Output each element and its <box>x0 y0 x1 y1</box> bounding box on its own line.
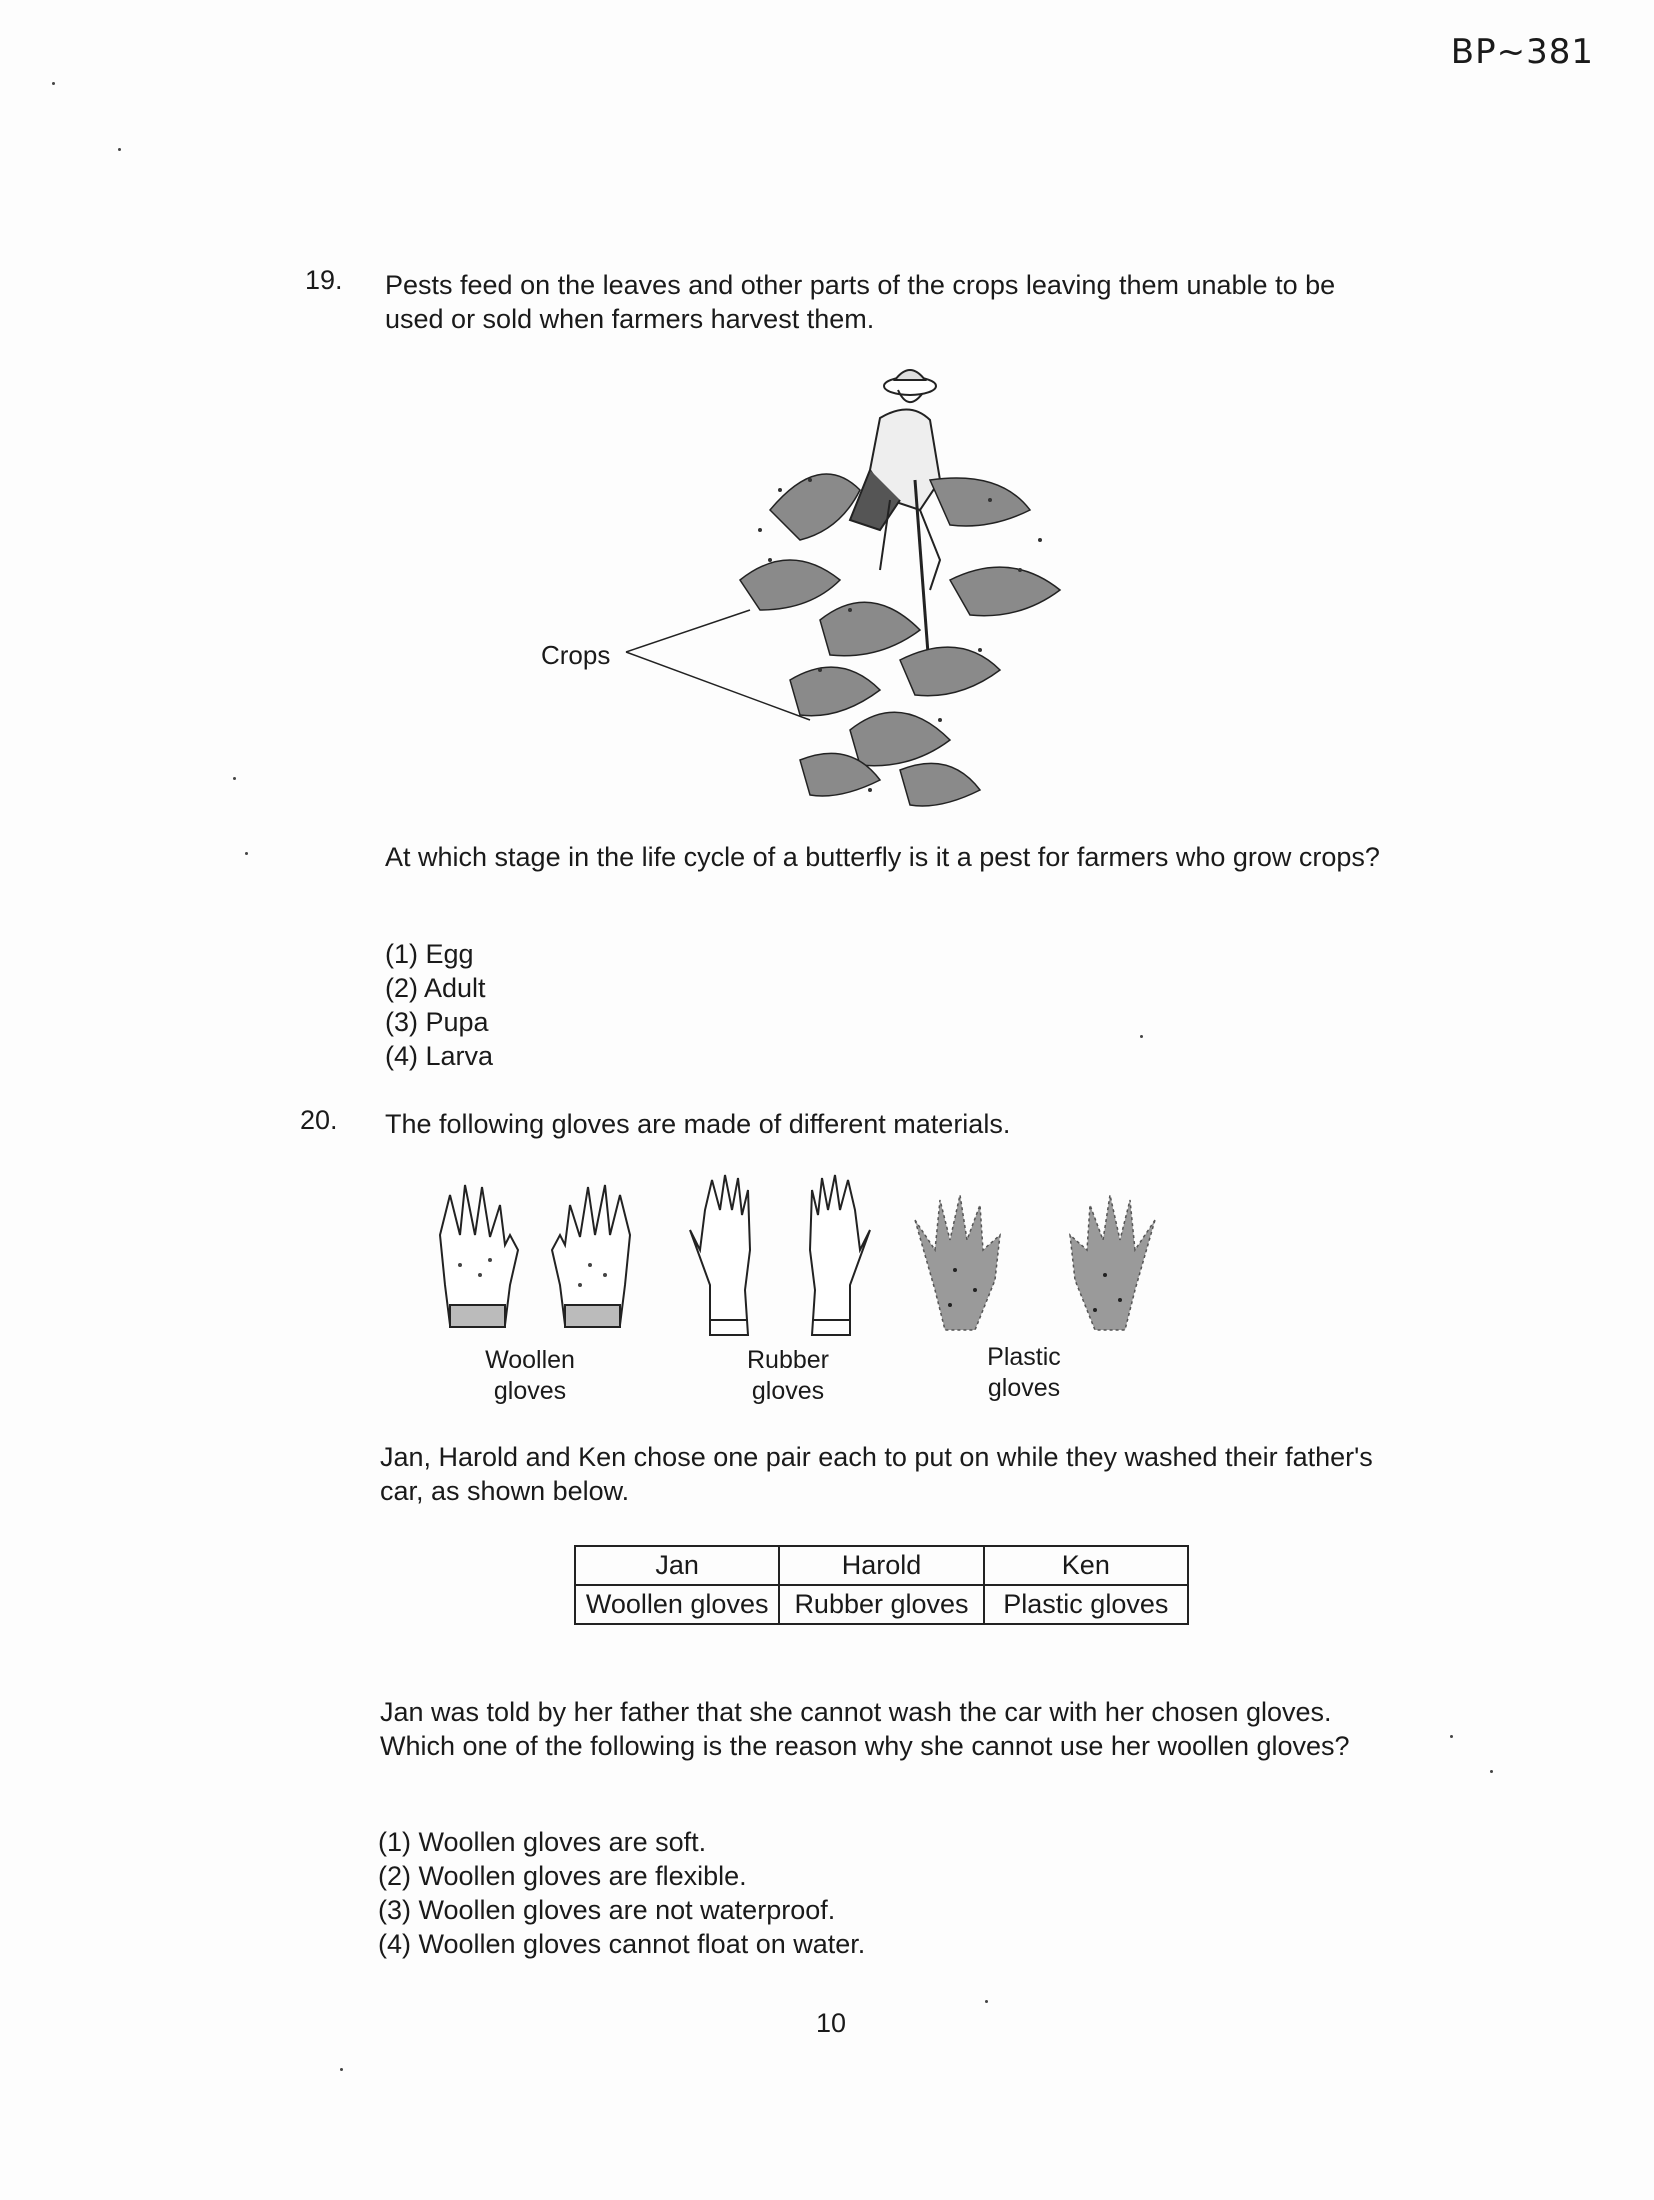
table-row <box>575 1585 1188 1624</box>
cell-jan-gloves: Woollen gloves <box>575 1585 779 1624</box>
rubber-gloves-illustration <box>680 1170 880 1345</box>
header-jan: Jan <box>575 1546 779 1585</box>
crops-pointer-lines <box>626 610 810 720</box>
woollen-label-line2: gloves <box>493 1377 567 1405</box>
question-20-options <box>378 1825 865 1961</box>
table-intro: Jan, Harold and Ken chose one pair each to put on while they washed their father's car, as shown below. <box>380 1442 1373 1506</box>
woollen-gloves-label <box>440 1345 620 1407</box>
q19-option-1[interactable]: (1) Egg <box>385 939 474 969</box>
crop-plants <box>740 474 1060 806</box>
woollen-gloves-illustration <box>420 1175 650 1345</box>
cell-harold-gloves: Rubber gloves <box>779 1585 983 1624</box>
scan-speck <box>118 148 121 151</box>
woollen-label-line1: Woollen <box>485 1346 575 1374</box>
question-20-prompt: Jan was told by her father that she cannot wash the car with her chosen gloves. Which one of the following is the reason why she cannot use her woollen gloves? <box>380 1697 1350 1761</box>
scan-speck <box>245 852 248 855</box>
farmer-crops-illustration <box>520 360 1080 820</box>
question-19-number: 19. <box>305 265 343 295</box>
header-ken: Ken <box>984 1546 1188 1585</box>
scan-speck <box>1140 1035 1143 1038</box>
document-code: BP~381 <box>1450 32 1594 72</box>
q20-option-4[interactable]: (4) Woollen gloves cannot float on water. <box>378 1929 866 1959</box>
rubber-label-line2: gloves <box>751 1377 825 1405</box>
q20-option-3[interactable]: (3) Woollen gloves are not waterproof. <box>378 1895 836 1925</box>
scan-speck <box>340 2068 343 2071</box>
plastic-label-line1: Plastic <box>987 1343 1061 1371</box>
cell-ken-gloves: Plastic gloves <box>984 1585 1188 1624</box>
rubber-label-line1: Rubber <box>747 1346 829 1374</box>
question-20-number: 20. <box>300 1105 338 1135</box>
plastic-label-line2: gloves <box>987 1374 1061 1402</box>
q20-option-1[interactable]: (1) Woollen gloves are soft. <box>378 1827 707 1857</box>
question-19-intro: Pests feed on the leaves and other parts of the crops leaving them unable to be used or sold when farmers harvest them. <box>385 270 1336 334</box>
scan-speck <box>1490 1770 1493 1773</box>
rubber-gloves-label <box>698 1345 878 1407</box>
header-harold: Harold <box>779 1546 983 1585</box>
table-header-row <box>575 1546 1188 1585</box>
q20-option-2[interactable]: (2) Woollen gloves are flexible. <box>378 1861 747 1891</box>
page-number: 10 <box>816 2008 847 2038</box>
plastic-gloves-label <box>934 1342 1114 1404</box>
q19-option-3[interactable]: (3) Pupa <box>385 1007 489 1037</box>
scan-speck <box>233 777 236 780</box>
question-19-prompt: At which stage in the life cycle of a butterfly is it a pest for farmers who grow crops? <box>385 842 1380 872</box>
question-19-options <box>385 937 493 1073</box>
plastic-gloves-illustration <box>905 1180 1165 1350</box>
scan-speck <box>52 82 55 85</box>
q19-option-4[interactable]: (4) Larva <box>385 1041 494 1071</box>
scan-speck <box>1450 1735 1453 1738</box>
question-20-intro: The following gloves are made of different materials. <box>385 1109 1011 1139</box>
q19-option-2[interactable]: (2) Adult <box>385 973 486 1003</box>
glove-choice-table <box>574 1545 1189 1625</box>
crops-label: Crops <box>541 640 611 670</box>
scan-speck <box>985 2000 988 2003</box>
